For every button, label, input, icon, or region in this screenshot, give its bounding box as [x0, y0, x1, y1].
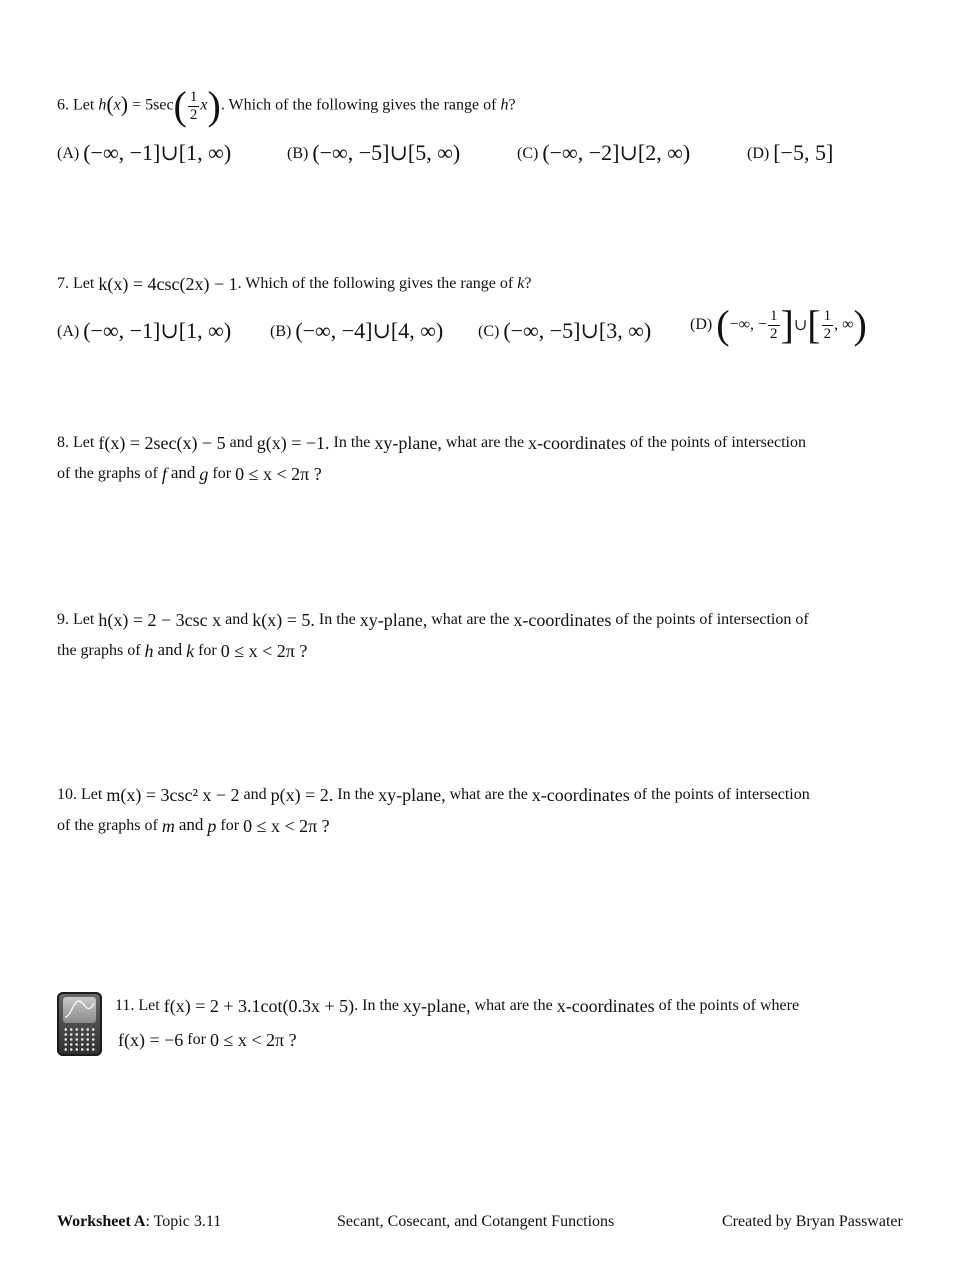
q6-func: h — [98, 96, 107, 114]
q6-var: h — [500, 96, 509, 114]
question-8-line2: of the graphs of f and g for 0 ≤ x < 2π ? — [57, 463, 322, 484]
q6-fraction: $\frac{1}{2}$ — [189, 88, 198, 123]
question-11-line1: 11. Let f(x) = 2 + 3.1cot(0.3x + 5). In the xy-plane, what are the x-coordinates of the points of where — [115, 996, 800, 1016]
q6-number: 6. Let — [57, 96, 95, 114]
q7-choice-a: (A) (−∞, −1]∪[1, ∞) — [57, 318, 232, 343]
q6-eq-pre: = 5sec — [132, 96, 174, 114]
question-10-line1: 10. Let m(x) = 3csc² x − 2 and p(x) = 2. In the xy-plane, what are the x-coordinates of the points of intersection — [57, 785, 810, 805]
footer-author: Created by Bryan Passwater — [722, 1213, 903, 1230]
q7-choice-d: (D) (−∞, − $\frac{1}{2}$ ]∪[ $\frac{1}{2}$ , ∞) — [690, 302, 867, 347]
q7-expr: k(x) = 4csc(2x) − 1 — [98, 274, 238, 294]
q6-choice-a: (A) (−∞, −1]∪[1, ∞) — [57, 140, 232, 165]
q6-choice-d: (D) [−5, 5] — [747, 140, 834, 165]
question-8-line1: 8. Let f(x) = 2sec(x) − 5 and g(x) = −1. In the xy-plane, what are the x-coordinates of the points of intersection — [57, 433, 806, 453]
q7-choice-b: (B) (−∞, −4]∪[4, ∞) — [270, 318, 444, 343]
question-7: 7. Let k(x) = 4csc(2x) − 1. Which of the following gives the range of k? — [57, 274, 532, 294]
question-6: 6. Let h(x) = 5sec( $\frac{1}{2}$ x). Which of the following gives the range of h? — [57, 83, 516, 128]
q6-choice-c: (C) (−∞, −2]∪[2, ∞) — [517, 140, 691, 165]
footer-title: Secant, Cosecant, and Cotangent Functions — [337, 1213, 615, 1230]
calculator-icon — [57, 992, 102, 1056]
footer-worksheet: Worksheet A: Topic 3.11 — [57, 1213, 222, 1230]
question-10-line2: of the graphs of m and p for 0 ≤ x < 2π ? — [57, 815, 330, 836]
question-9-line2: the graphs of h and k for 0 ≤ x < 2π ? — [57, 640, 308, 661]
q6-choice-b: (B) (−∞, −5]∪[5, ∞) — [287, 140, 461, 165]
question-9-line1: 9. Let h(x) = 2 − 3csc x and k(x) = 5. In the xy-plane, what are the x-coordinates of the points of intersection of — [57, 610, 809, 630]
question-11-line2: f(x) = −6 for 0 ≤ x < 2π ? — [118, 1030, 297, 1050]
q7-choice-c: (C) (−∞, −5]∪[3, ∞) — [478, 318, 652, 343]
q6-text: . Which of the following gives the range of — [220, 96, 497, 114]
